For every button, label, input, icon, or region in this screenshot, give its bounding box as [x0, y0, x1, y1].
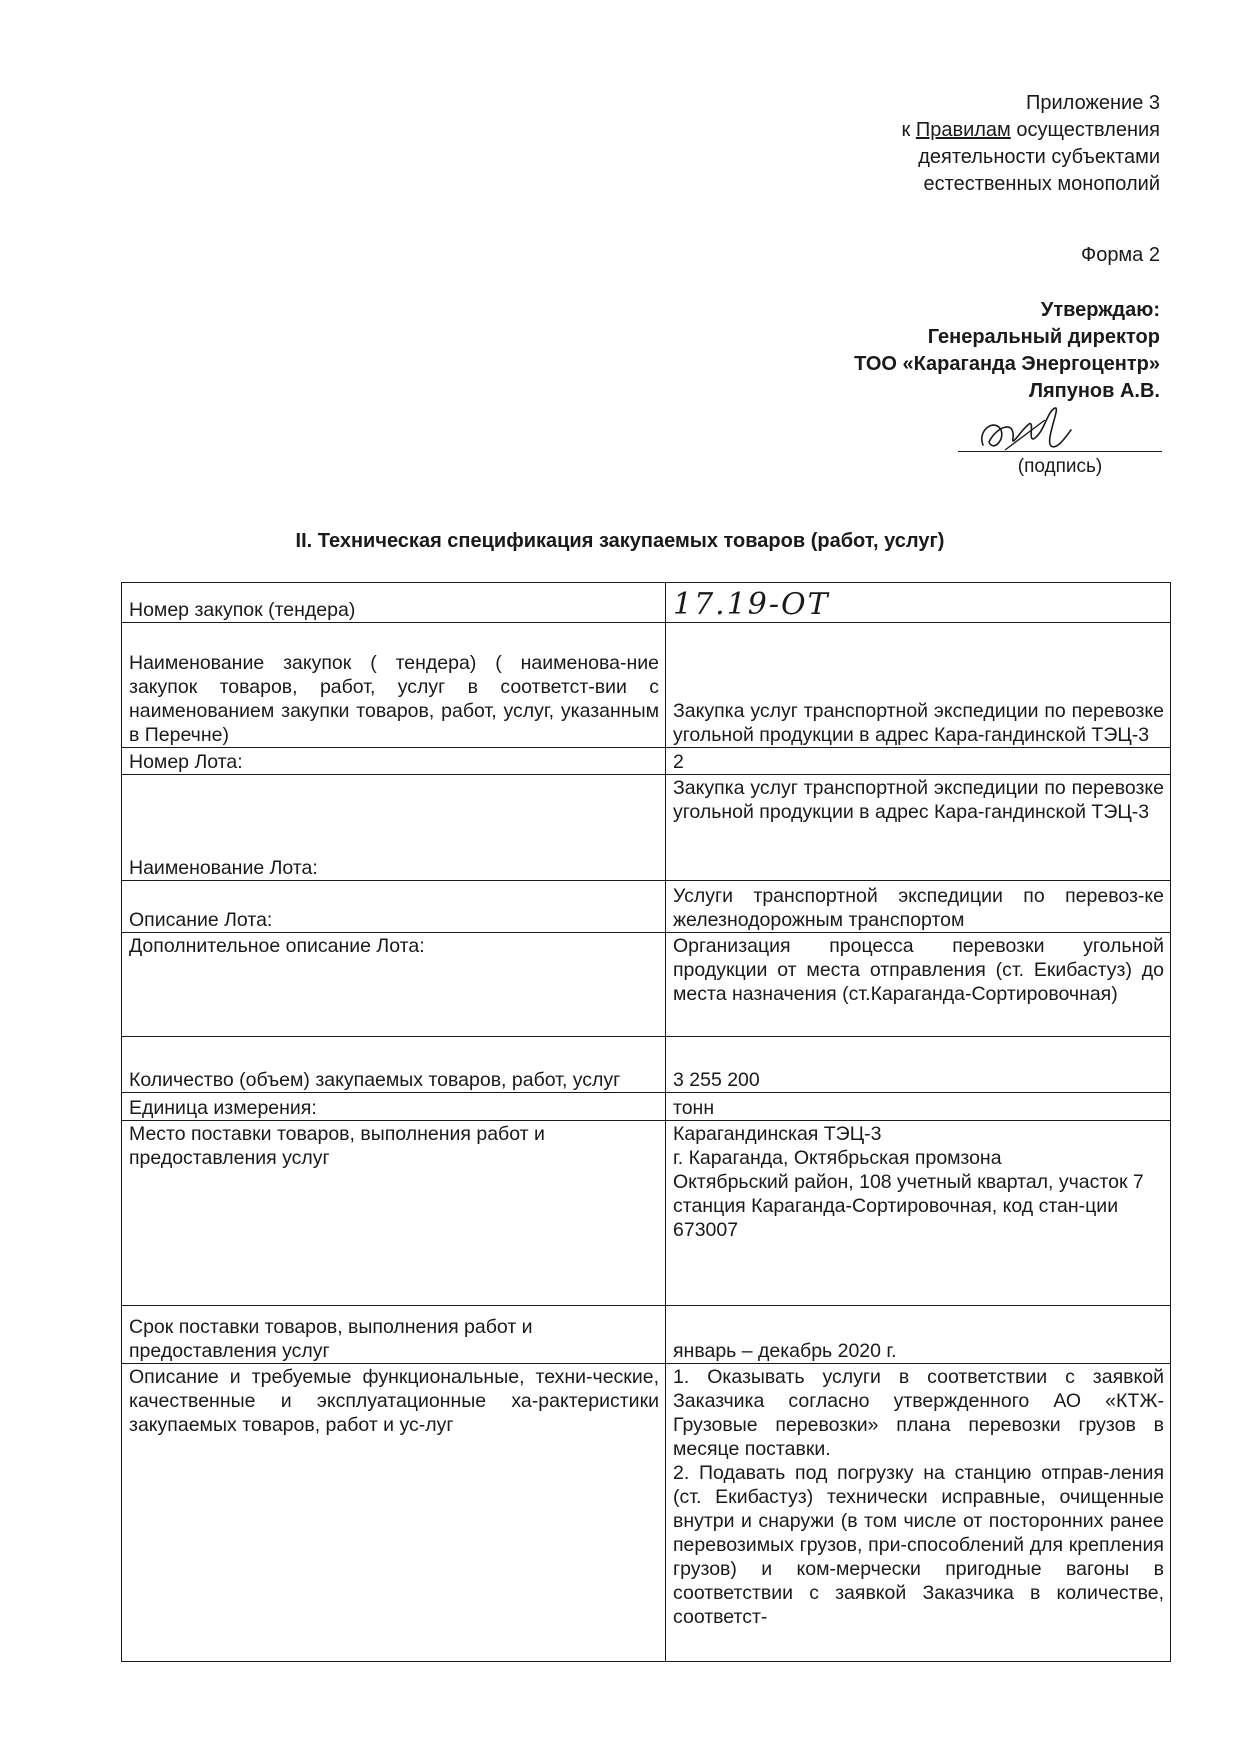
row-value: 3 255 200 [666, 1037, 1171, 1093]
tender-number-handwritten: 17.19-ОТ [666, 583, 1171, 623]
row-value: 2 [666, 748, 1171, 775]
table-row [122, 881, 1171, 933]
row-value: Организация процесса перевозки угольной продукции от места отправления (ст. Екибастуз) до места назначения (ст.Караганда-Сортировочная) [666, 933, 1171, 1037]
table-row [122, 775, 1171, 881]
table-row [122, 933, 1171, 1037]
rules-link[interactable]: Правилам [915, 119, 1011, 141]
row-value: тонн [666, 1093, 1171, 1121]
row-label: Описание Лота: [122, 881, 666, 933]
table-row [122, 623, 1171, 748]
row-value: Закупка услуг транспортной экспедиции по перевозке угольной продукции в адрес Кара-гандинской ТЭЦ-3 [666, 623, 1171, 748]
document-title: II. Техническая спецификация закупаемых товаров (работ, услуг) [295, 530, 945, 552]
delivery-line: г. Караганда, Октябрьская промзона [673, 1147, 1002, 1169]
approval-position: Генеральный директор [927, 326, 1160, 348]
approval-name: Ляпунов А.В. [1028, 380, 1160, 402]
row-value [666, 1364, 1171, 1662]
table-row [122, 748, 1171, 775]
table-row [122, 1306, 1171, 1364]
specification-table [121, 582, 1171, 1662]
requirement-item: 2. Подавать под погрузку на станцию отправ-ления (ст. Екибастуз) технически исправные, очищенные внутри и снаружи (в том числе от посторонних ранее перевозимых грузов, при-способлений для крепления грузов) и ком-мерчески пригодные вагоны в соответствии с заявкой Заказчика в количестве, соответст- [673, 1462, 1164, 1628]
table-row [122, 1037, 1171, 1093]
row-label: Номер Лота: [122, 748, 666, 775]
row-label: Единица измерения: [122, 1093, 666, 1121]
appendix-line-3: деятельности субъектами [918, 146, 1160, 168]
row-label: Наименование закупок ( тендера) ( наименова-ние закупок товаров, работ, услуг в соответст-вии с наименованием закупки товаров, работ, услуг, указанным в Перечне) [122, 623, 666, 748]
appendix-header [902, 90, 1160, 198]
appendix-line-4: естественных монополий [923, 173, 1160, 195]
delivery-line: Карагандинская ТЭЦ-3 [673, 1123, 882, 1145]
appendix-number: Приложение 3 [1026, 92, 1160, 114]
table-row [122, 583, 1171, 623]
row-value: Закупка услуг транспортной экспедиции по перевозке угольной продукции в адрес Кара-гандинской ТЭЦ-3 [666, 775, 1171, 881]
appendix-rules-line: к Правилам осуществления [901, 119, 1160, 141]
row-label: Наименование Лота: [122, 775, 666, 881]
row-value: январь – декабрь 2020 г. [666, 1306, 1171, 1364]
approval-heading: Утверждаю: [1040, 299, 1160, 321]
row-value [666, 1121, 1171, 1306]
row-label: Дополнительное описание Лота: [122, 933, 666, 1037]
signature-line [958, 451, 1162, 452]
row-label: Место поставки товаров, выполнения работ и предоставления услуг [122, 1121, 666, 1306]
row-label: Количество (объем) закупаемых товаров, работ, услуг [122, 1037, 666, 1093]
row-label: Номер закупок (тендера) [122, 583, 666, 623]
table-row [122, 1364, 1171, 1662]
approval-company: ТОО «Караганда Энергоцентр» [854, 353, 1160, 375]
table-row [122, 1093, 1171, 1121]
signature-caption: (подпись) [1017, 456, 1103, 477]
row-value: Услуги транспортной экспедиции по перевоз-ке железнодорожным транспортом [666, 881, 1171, 933]
row-label: Описание и требуемые функциональные, техни-ческие, качественные и эксплуатационные ха-рактеристики закупаемых товаров, работ и ус-луг [122, 1364, 666, 1662]
table-row [122, 1121, 1171, 1306]
requirement-item: 1. Оказывать услуги в соответствии с заявкой Заказчика согласно утвержденного АО «КТЖ-Грузовые перевозки» плана перевозки грузов в месяце поставки. [673, 1366, 1164, 1460]
form-label: Форма 2 [1080, 244, 1160, 266]
delivery-line: Октябрьский район, 108 учетный квартал, участок 7 [673, 1171, 1144, 1193]
delivery-line: станция Караганда-Сортировочная, код стан-ции 673007 [673, 1195, 1119, 1241]
approval-block [854, 297, 1160, 405]
row-label: Срок поставки товаров, выполнения работ и предоставления услуг [122, 1306, 666, 1364]
